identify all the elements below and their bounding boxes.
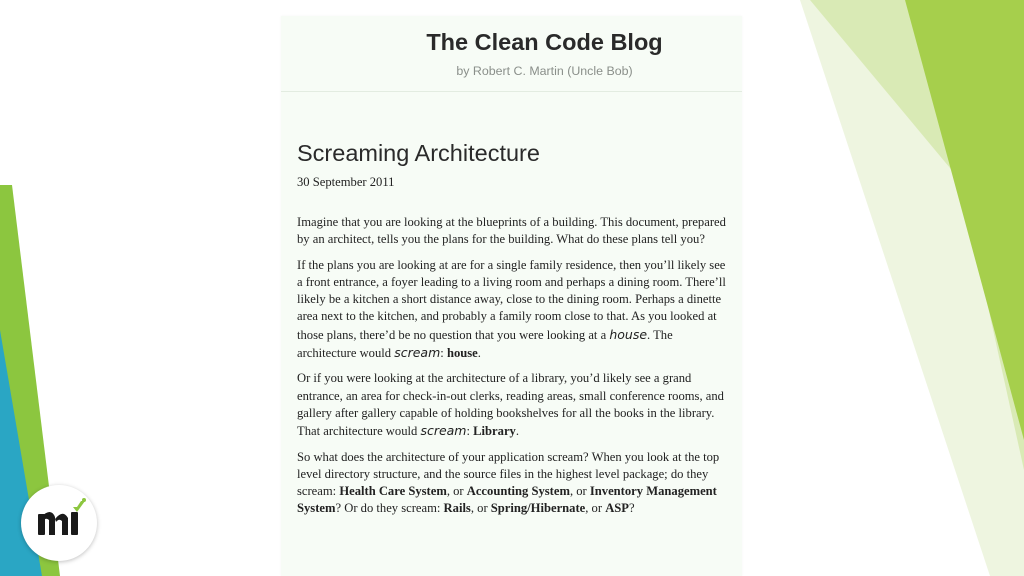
post-paragraph-2 — [297, 257, 726, 363]
paragraph-text: , or — [446, 484, 467, 499]
paragraph-text: : — [440, 346, 447, 361]
post-paragraph-4 — [297, 449, 726, 518]
emphasis-scream: scream — [420, 423, 467, 439]
paragraph-text: , or — [470, 501, 491, 516]
paragraph-text: : — [466, 424, 474, 439]
emphasis-house: house — [609, 326, 648, 342]
bold-asp: ASP — [605, 501, 629, 516]
bold-library: Library — [473, 424, 516, 439]
paragraph-text: Or if you were looking at the architecture of a library, you’d likely see a grand entrance, an area for check-in-out clerks, reading areas, small conference rooms, and gallery after gallery capable of holding bookshelves for all the books in the library. That architecture would — [297, 371, 724, 439]
bold-accounting-system: Accounting System — [466, 484, 570, 499]
bold-inventory-management-system: Inventory Management System — [297, 484, 717, 516]
bold-spring-hibernate: Spring/Hibernate — [490, 501, 586, 516]
logo-icon — [21, 485, 97, 561]
paragraph-text: So what does the architecture of your application scream? When you look at the top level directory structure, and the source files in the highest level package; do they scream: — [297, 449, 720, 499]
emphasis-scream: scream — [394, 345, 441, 361]
bold-rails: Rails — [443, 501, 471, 516]
bold-house: house — [446, 346, 478, 361]
paragraph-text: ? Or do they scream: — [335, 501, 444, 516]
paragraph-text: . The architecture would — [297, 327, 673, 361]
blog-header — [281, 16, 742, 92]
post-paragraph-1 — [297, 214, 726, 249]
bold-health-care-system: Health Care System — [339, 484, 447, 499]
paragraph-text: , or — [569, 484, 590, 499]
blog-title[interactable]: The Clean Code Blog — [426, 29, 663, 55]
paragraph-text: ? — [628, 501, 635, 516]
post-paragraph-3 — [297, 370, 726, 440]
post-date: 30 September 2011 — [297, 175, 395, 189]
paragraph-text: . — [477, 346, 481, 361]
post-title[interactable]: Screaming Architecture — [297, 140, 540, 166]
paragraph-text: . — [515, 424, 519, 439]
paragraph-text: Imagine that you are looking at the blueprints of a building. This document, prepared by an architect, tells you the plans for the building. What do these plans tell you? — [297, 215, 726, 247]
blog-author: by Robert C. Martin (Uncle Bob) — [456, 64, 633, 78]
blog-card — [281, 16, 742, 576]
blog-post — [281, 139, 742, 518]
paragraph-text: , or — [585, 501, 606, 516]
brand-logo[interactable] — [21, 485, 97, 561]
paragraph-text: If the plans you are looking at are for a single family residence, then you’ll likely see a front entrance, a foyer leading to a living room and perhaps a dining room. There’ll likely be a kitchen a short distance away, close to the dining room. Perhaps a dinette area next to the kitchen, and probably a family room close to that. As you looked at those plans, there’d be no question that you were looking at a — [297, 257, 726, 342]
